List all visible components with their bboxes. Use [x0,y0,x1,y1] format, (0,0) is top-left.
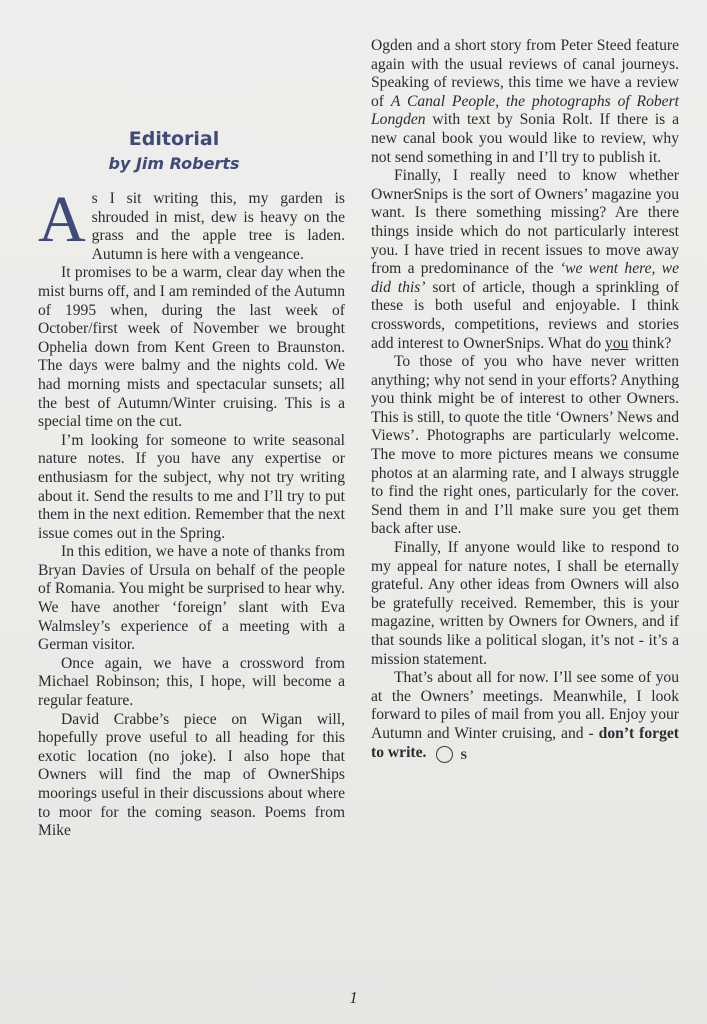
paragraph [371,669,679,762]
page-number: 1 [349,988,358,1007]
paragraph-text: with text by Sonia Rolt. If there is a new canal book you would like to review, why not send something in and I’ll try to publish it. [371,111,679,166]
paragraph-text: think? [628,334,672,352]
underlined-word: you [605,334,629,352]
paragraph: I’m looking for someone to write seasonal nature notes. If you have any expertise or enthusiasm for the subject, why not try writing about it. Send the results to me and I’ll try to put them in the next edition. Remember that the next issue comes out in the Spring. [38,431,345,542]
end-mark-icon: S [436,746,453,763]
article-heading [38,127,310,175]
right-column [371,37,679,763]
paragraph-text: Finally, I really need to know whether OwnerSnips is the sort of Owners’ magazine you want. Is there something missing? Are there things inside which do not particularly interest you. I have tried in recent issues to move away from a predominance of the [371,167,679,278]
paragraph-text: Ogden and a short story from Peter Steed feature again with the usual reviews of canal journeys. Speaking of reviews, this time we have a review of [371,37,679,110]
italic-phrase: ‘we went here, we did this’ [371,260,680,296]
paragraph [38,183,345,264]
paragraph: To those of you who have never written anything; why not send in your efforts? Anything you think might be of interest to other Owners. This is still, to quote the title ‘Owners’ News and Views’. Photographs are particularly welcome. The move to more pictures means we consume photos at an alarming rate, and I always struggle to find the right ones, particularly for the cover. Send them in and I’ll make sure you get them back after use. [371,353,679,538]
paragraph [371,167,679,353]
paragraph-text: sort of article, though a sprinkling of these is both useful and enjoyable. I think crosswords, competitions, reviews and stories add interest to OwnerSnips. What do [371,278,679,352]
drop-cap: A [38,183,86,256]
paragraph-text: s I sit writing this, my garden is shrouded in mist, dew is heavy on the grass and the apple tree is laden. Autumn is here with a vengeance. [91,190,345,263]
paragraph: Once again, we have a crossword from Michael Robinson; this, I hope, will become a regular feature. [38,654,345,710]
left-column [38,183,345,841]
paragraph-text: That’s about all for now. I’ll see some of you at the Owners’ meetings. Meanwhile, I look forward to piles of mail from you all. Enjoy your Autumn and Winter cruising, and - [371,669,679,742]
paragraph [371,37,679,167]
book-title: A Canal People, the photographs of Robert Longden [371,92,679,129]
article-byline: by Jim Roberts [108,154,240,173]
paragraph: It promises to be a warm, clear day when the mist burns off, and I am reminded of the Autumn of 1995 when, during the last week of October/first week of November we brought Ophelia down from Kent Green to Braunston. The days were balmy and the nights cold. We had morning mists and spectacular sunsets; all the best of Autumn/Winter cruising. This is a special time on the cut. [38,264,345,431]
article-title: Editorial [128,128,220,150]
paragraph: Finally, If anyone would like to respond to my appeal for nature notes, I shall be eternally grateful. Any other ideas from Owners will also be gratefully received. Remember, this is your magazine, written by Owners for Owners, and if that sounds like a political slogan, it’s not - it’s a mission statement. [371,539,679,668]
closing-phrase: don’t forget to write. [371,724,679,761]
paragraph: In this edition, we have a note of thanks from Bryan Davies of Ursula on behalf of the people of Romania. You might be surprised to hear why. We have another ‘foreign’ slant with Eva Walmsley’s experience of a meeting with a German visitor. [38,543,345,654]
paragraph: David Crabbe’s piece on Wigan will, hopefully prove useful to all heading for this exotic location (no joke). I also hope that Owners will find the map of OwnerShips moorings useful in their discussions about where to moor for the coming season. Poems from Mike [38,710,345,840]
